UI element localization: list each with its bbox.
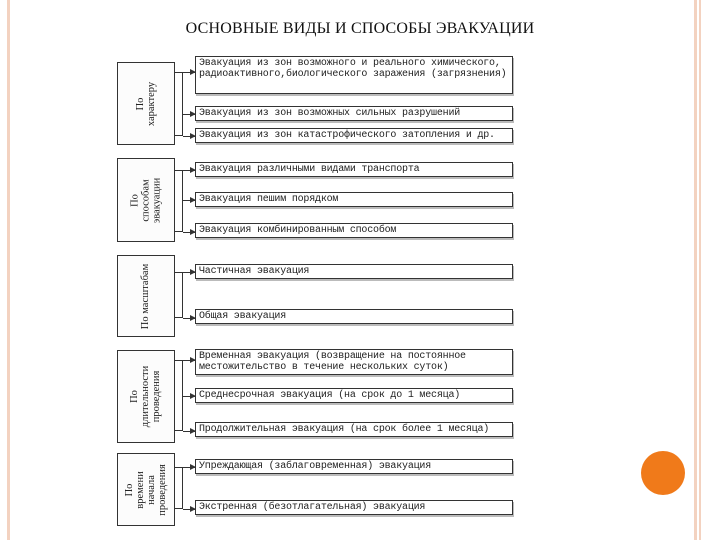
category-by-start-time (117, 453, 175, 526)
evacuation-item: Эвакуация комбинированным способом (195, 223, 513, 238)
category-label: По характеру (134, 81, 157, 126)
evacuation-item: Продолжительная эвакуация (на срок более 1 месяца) (195, 422, 513, 437)
category-label: По масштабам (140, 263, 152, 329)
decorative-circle (641, 451, 685, 495)
connector-arrow (183, 396, 195, 397)
connector-arrow (183, 318, 195, 319)
connector-arrow (183, 170, 195, 171)
connector-arrow (183, 72, 195, 73)
bracket (175, 72, 183, 136)
evacuation-item: Общая эвакуация (195, 309, 513, 324)
category-label: По способам эвакуации (129, 177, 163, 223)
evacuation-diagram (115, 50, 520, 528)
evacuation-item: Временная эвакуация (возвращение на постоянное местожительство в течение нескольких суток) (195, 349, 513, 375)
category-by-method (117, 158, 175, 242)
evacuation-item: Эвакуация из зон возможного и реального химического, радиоактивного,биологического заражения (загрязнения) (195, 56, 513, 94)
bracket (175, 360, 183, 431)
connector-arrow (183, 200, 195, 201)
category-by-duration (117, 350, 175, 443)
slide-frame-left (7, 0, 10, 540)
evacuation-item: Эвакуация из зон возможных сильных разрушений (195, 106, 513, 121)
evacuation-item: Эвакуация из зон катастрофического затопления и др. (195, 128, 513, 143)
category-by-nature (117, 62, 175, 145)
evacuation-item: Упреждающая (заблаговременная) эвакуация (195, 459, 513, 474)
connector-arrow (183, 431, 195, 432)
connector-arrow (183, 467, 195, 468)
evacuation-item: Частичная эвакуация (195, 264, 513, 279)
evacuation-item: Эвакуация пешим порядком (195, 192, 513, 207)
category-label: По длительности проведения (129, 365, 163, 428)
page-title: ОСНОВНЫЕ ВИДЫ И СПОСОБЫ ЭВАКУАЦИИ (185, 20, 535, 37)
bracket (175, 467, 183, 509)
connector-arrow (183, 272, 195, 273)
connector-arrow (183, 360, 195, 361)
connector-arrow (183, 509, 195, 510)
slide-frame-right (694, 0, 697, 540)
evacuation-item: Экстренная (безотлагательная) эвакуация (195, 500, 513, 515)
connector-arrow (183, 114, 195, 115)
category-label: По времени начала проведения (123, 463, 168, 516)
bracket (175, 272, 183, 318)
connector-arrow (183, 232, 195, 233)
bracket (175, 170, 183, 232)
connector-arrow (183, 136, 195, 137)
category-by-scale (117, 255, 175, 337)
evacuation-item: Эвакуация различными видами транспорта (195, 162, 513, 177)
evacuation-item: Среднесрочная эвакуация (на срок до 1 месяца) (195, 388, 513, 403)
slide-frame-right-inner (699, 0, 701, 540)
